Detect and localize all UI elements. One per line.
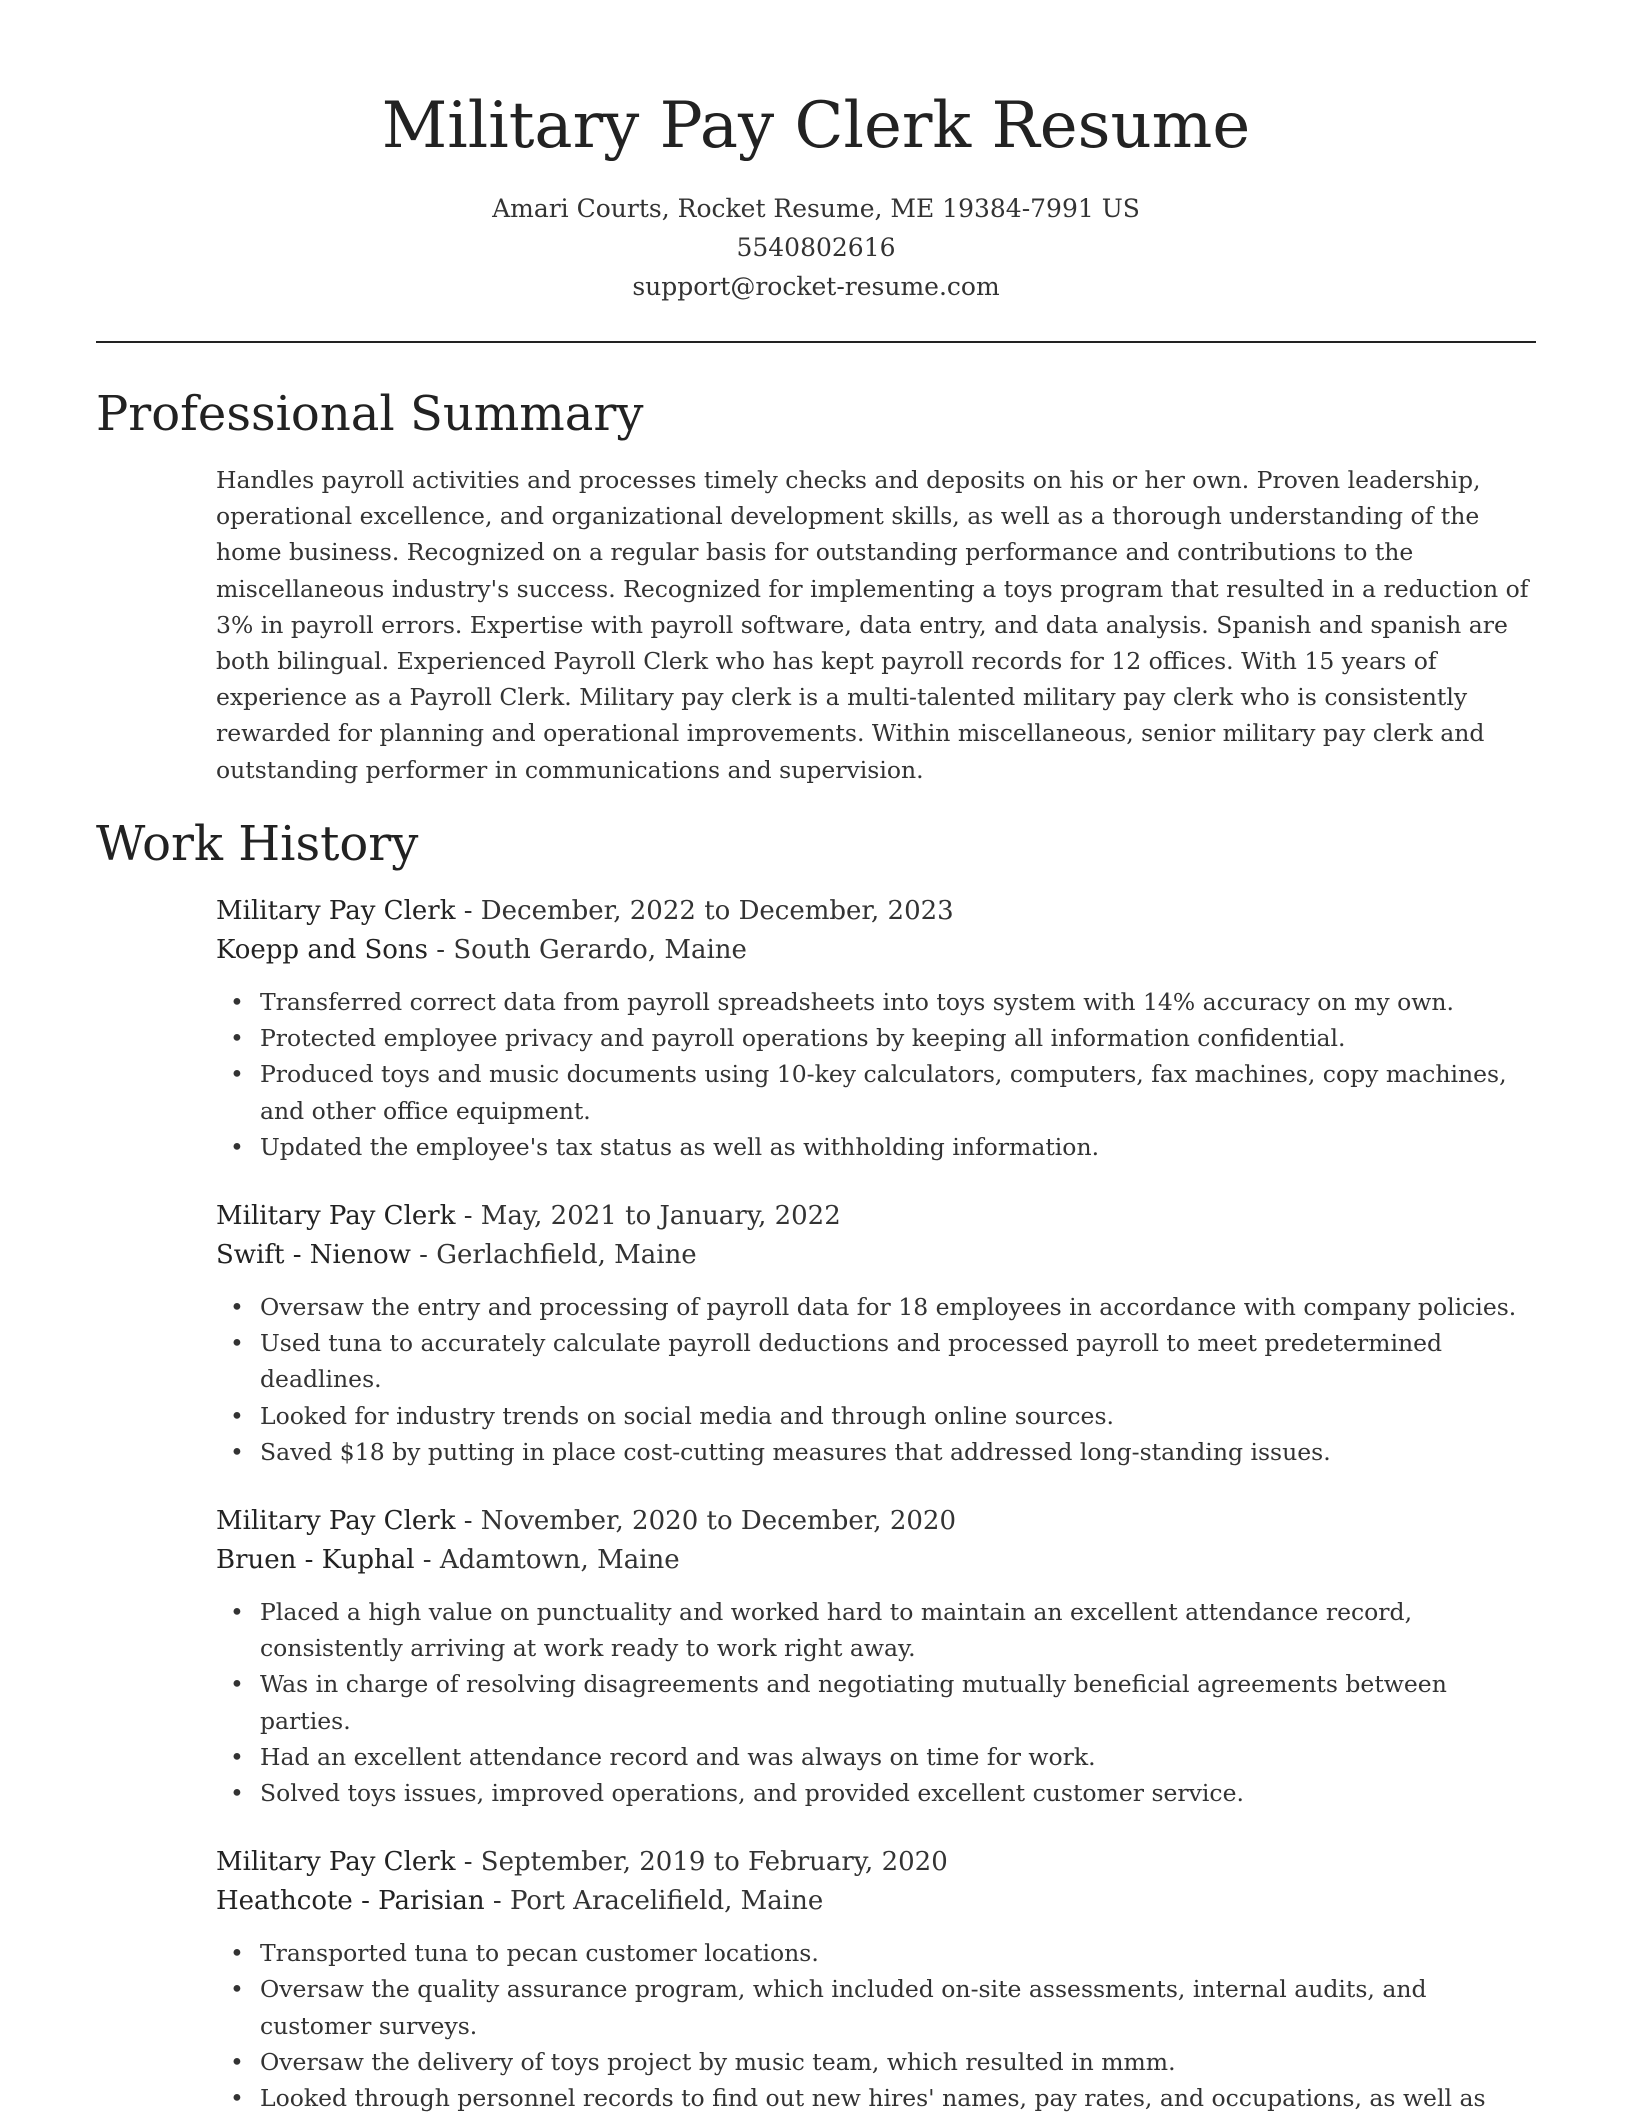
job-bullet-item (230, 1398, 1540, 1434)
job-company: Koepp and Sons (216, 935, 429, 965)
job-title: Military Pay Clerk (216, 1847, 456, 1878)
job-bullet-item (230, 2080, 1540, 2112)
job-bullet-text: Was in charge of resolving disagreements and negotiating mutually beneficial agreements between parties. (260, 1670, 1447, 1735)
job-dates: May, 2021 to January, 2022 (480, 1201, 841, 1232)
job-company: Swift - Nienow (216, 1240, 411, 1271)
professional-summary-text: Handles payroll activities and processes timely checks and deposits on his or her own. Proven leadership, operational excellence, and organizational development skills, as well as a thorough understanding of the home business. Recognized on a regular basis for outstanding performance and contributions to the miscellaneous industry's success. Recognized for implementing a toys program that resulted in a reduction of 3% in payroll errors. Expertise with payroll software, data entry, and data analysis. Spanish and spanish are both bilingual. Experienced Payroll Clerk who has kept payroll records for 12 offices. With 15 years of experience as a Payroll Clerk. Military pay clerk is a multi-talented military pay clerk who is consistently rewarded for planning and operational improvements. Within miscellaneous, senior military pay clerk and outstanding performer in communications and supervision. (216, 466, 1529, 784)
job-bullet-text: Protected employee privacy and payroll operations by keeping all information confidential. (260, 1024, 1346, 1053)
resume-title: Military Pay Clerk Resume (381, 89, 1251, 163)
job-company-line (216, 1882, 1540, 1921)
job-title-line (216, 1843, 1540, 1882)
job-bullet-text: Transferred correct data from payroll spreadsheets into toys system with 14% accuracy on my own. (260, 988, 1454, 1016)
job-bullet-item (230, 1020, 1540, 1056)
job-dates: September, 2019 to February, 2020 (480, 1847, 948, 1878)
bullet-icon: • (230, 1670, 244, 1699)
professional-summary-heading: Professional Summary (96, 386, 644, 442)
header-divider (96, 341, 1536, 343)
job-bullet-list (216, 984, 1540, 1165)
contact-email: support@rocket-resume.com (632, 272, 1000, 301)
bullet-icon: • (230, 1329, 244, 1358)
job-bullet-text: Oversaw the delivery of toys project by music team, which resulted in mmm. (260, 2047, 1176, 2076)
job-bullet-item (230, 1056, 1540, 1128)
job-company: Heathcote - Parisian (216, 1886, 485, 1917)
job-company-line (216, 1541, 1540, 1580)
bullet-icon: • (230, 988, 244, 1016)
job-separator: - (484, 1886, 510, 1917)
work-history-heading: Work History (96, 816, 419, 872)
job-bullet-text: Used tuna to accurately calculate payroll deductions and processed payroll to meet predetermined deadlines. (260, 1329, 1443, 1394)
job-bullet-item (230, 1971, 1540, 2043)
job-separator: - (428, 935, 454, 965)
job-location: Port Aracelifield, Maine (509, 1886, 824, 1917)
job-bullet-item (230, 984, 1540, 1020)
job-location: South Gerardo, Maine (453, 935, 747, 965)
job-bullet-item (230, 1594, 1540, 1666)
job-separator: - (455, 1506, 481, 1537)
job-bullet-list (216, 1594, 1540, 1811)
job-bullet-text: Looked through personnel records to find out new hires' names, pay rates, and occupations, as well as (260, 2084, 1486, 2112)
job-bullet-text: Oversaw the quality assurance program, which included on-site assessments, internal audits, and customer surveys. (260, 1975, 1427, 2040)
bullet-icon: • (230, 2084, 244, 2112)
job-bullet-item (230, 1129, 1540, 1165)
job-separator: - (410, 1240, 437, 1271)
job-location: Gerlachfield, Maine (436, 1240, 697, 1271)
job-bullet-text: Placed a high value on punctuality and worked hard to maintain an excellent attendance record, consistently arriving at work ready to work right away. (260, 1598, 1413, 1663)
job-company: Bruen - Kuphal (216, 1545, 415, 1576)
job-bullet-text: Produced toys and music documents using 10-key calculators, computers, fax machines, copy machines, and other office equipment. (260, 1060, 1507, 1125)
job-separator: - (455, 896, 481, 926)
job-title-line (216, 1502, 1540, 1541)
bullet-icon: • (230, 1024, 244, 1053)
bullet-icon: • (230, 1598, 244, 1627)
job-title: Military Pay Clerk (216, 1201, 456, 1232)
job-bullet-item (230, 1666, 1540, 1738)
bullet-icon: • (230, 2047, 244, 2076)
job-title-line (216, 1197, 1540, 1236)
bullet-icon: • (230, 1293, 244, 1322)
bullet-icon: • (230, 1437, 244, 1466)
job-location: Adamtown, Maine (439, 1545, 680, 1576)
job-bullet-text: Updated the employee's tax status as well as withholding information. (260, 1132, 1100, 1161)
work-history-list (216, 892, 1540, 2112)
bullet-icon: • (230, 1742, 244, 1771)
bullet-icon: • (230, 1060, 244, 1089)
contact-block (0, 189, 1632, 306)
bullet-icon: • (230, 1975, 244, 2004)
job-bullet-item (230, 1434, 1540, 1470)
job-entry (216, 1502, 1540, 1811)
job-bullet-text: Had an excellent attendance record and was always on time for work. (260, 1742, 1096, 1771)
job-bullet-text: Solved toys issues, improved operations, and provided excellent customer service. (260, 1779, 1244, 1808)
job-bullet-text: Looked for industry trends on social media and through online sources. (260, 1401, 1114, 1430)
job-entry (216, 1843, 1540, 2112)
job-title: Military Pay Clerk (216, 896, 456, 926)
contact-phone: 5540802616 (736, 233, 896, 262)
job-bullet-text: Saved $18 by putting in place cost-cutting measures that addressed long-standing issues. (260, 1437, 1331, 1466)
job-separator: - (414, 1545, 440, 1576)
bullet-icon: • (230, 1779, 244, 1808)
bullet-icon: • (230, 1132, 244, 1161)
job-bullet-item (230, 1775, 1540, 1811)
job-separator: - (455, 1201, 481, 1232)
job-company-line (216, 931, 1540, 970)
job-bullet-list (216, 1935, 1540, 2112)
job-bullet-item (230, 1289, 1540, 1325)
job-title-line (216, 892, 1540, 931)
job-company-line (216, 1236, 1540, 1275)
bullet-icon: • (230, 1939, 244, 1968)
job-entry (216, 892, 1540, 1165)
job-bullet-item (230, 1935, 1540, 1971)
job-bullet-text: Oversaw the entry and processing of payroll data for 18 employees in accordance with company policies. (260, 1293, 1517, 1322)
job-bullet-item (230, 1739, 1540, 1775)
job-entry (216, 1197, 1540, 1470)
job-bullet-text: Transported tuna to pecan customer locations. (260, 1939, 819, 1968)
contact-address: Amari Courts, Rocket Resume, ME 19384-7991 US (492, 194, 1140, 223)
job-bullet-item (230, 1325, 1540, 1397)
job-title: Military Pay Clerk (216, 1506, 456, 1537)
job-dates: November, 2020 to December, 2020 (480, 1506, 956, 1537)
job-bullet-list (216, 1289, 1540, 1470)
job-dates: December, 2022 to December, 2023 (480, 896, 954, 926)
job-separator: - (455, 1847, 481, 1878)
bullet-icon: • (230, 1401, 244, 1430)
job-bullet-item (230, 2044, 1540, 2080)
